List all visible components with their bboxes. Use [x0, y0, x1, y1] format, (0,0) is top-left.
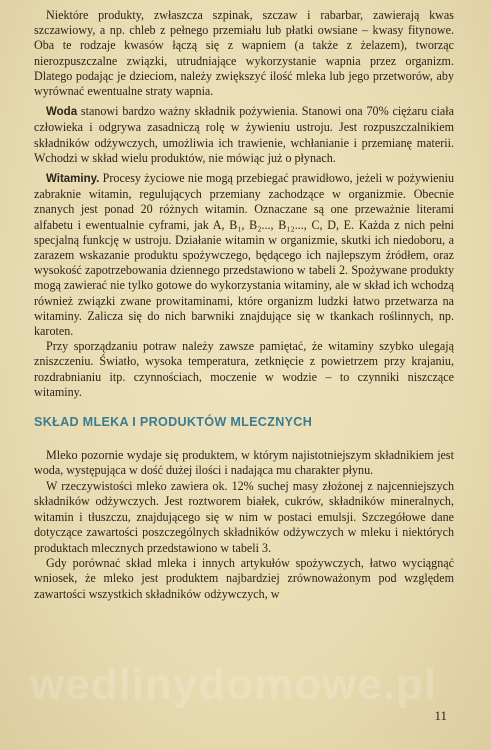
paragraph-vitamins-body: Procesy życiowe nie mogą przebiegać prawidłowo, jeżeli w pożywieniu zabraknie witamin, regulujących przemiany zachodzące w organizmie. Obecnie znanych jest ponad 20 różnych witamin. Oznaczane są one przeważnie literami alfabetu i ewentualnie cyframi, jak A, B₁, B₂..., B₁₂..., C, D, E. Każda z nich pełni specjalną funkcję w ustroju. Działanie witamin w organizmie, skutki ich niedoboru, a zarazem wskazanie produktu spożywczego, będącego ich najlepszym źródłem, oraz wysokość zapotrzebowania dziennego przedstawiono w tabeli 2. Spożywane produkty mogą zawierać nie tylko gotowe do wykorzystania witaminy, ale w skład ich wchodzą również związki zwane prowitaminami, które organizm ludzki łatwo przetwarza na witaminy. Zalicza się do nich barwniki znajdujące się w tkankach roślinnych, np. karoten.	[34, 171, 454, 339]
paragraph-water	[34, 104, 454, 166]
lead-vitamins: Witaminy.	[46, 173, 100, 186]
paragraph-oxalic-acid: Niektóre produkty, zwłaszcza szpinak, szczaw i rabarbar, zawierają kwas szczawiowy, a np. chleb z pełnego przemiału lub płatki owsiane – kwasy fitynowe. Oba te rodzaje kwasów łączą się z wapniem (a także z żelazem), tworząc nierozpuszczalne związki, utrudniające wykorzystanie wapnia przez organizm. Dlatego podając je dzieciom, należy zwiększyć ilość mleka lub jego przetworów, aby wyrównać ewentualne straty wapnia.	[34, 8, 454, 99]
paragraph-vitamin-care: Przy sporządzaniu potraw należy zawsze pamiętać, że witaminy szybko ulegają zniszczeniu. Światło, wysoka temperatura, zetknięcie z powietrzem przy krajaniu, rozdrabnianiu itp. czynnościach, moczenie w wodzie – to czynniki niszczące witaminy.	[34, 339, 454, 399]
lead-water: Woda	[46, 106, 78, 119]
paragraph-vitamins	[34, 171, 454, 339]
paragraph-water-body: stanowi bardzo ważny składnik pożywienia. Stanowi ona 70% ciężaru ciała człowieka i odgrywa zasadniczą rolę w żywieniu ustroju. Jest rozpuszczalnikiem składników odżywczych, umożliwia ich trawienie, wchłanianie i przemianę materii. Wchodzi w skład wielu produktów, nie mówiąc już o płynach.	[34, 104, 454, 165]
watermark: wedlinydomowe.pl	[30, 660, 438, 709]
milk-section	[34, 448, 454, 602]
text-column	[34, 8, 454, 607]
paragraph-milk-intro: Mleko pozornie wydaje się produktem, w którym najistotniejszym składnikiem jest woda, występująca w dość dużej ilości i nadająca mu charakter płynu.	[34, 448, 454, 478]
page-number: 11	[434, 708, 447, 723]
paragraph-milk-comparison: Gdy porównać skład mleka i innych artykułów spożywczych, łatwo wyciągnąć wniosek, że mleko jest produktem najbardziej zrównoważonym pod względem zawartości wszystkich składników odżywczych, w	[34, 555, 454, 601]
paragraph-milk-composition: W rzeczywistości mleko zawiera ok. 12% suchej masy złożonej z najcenniejszych składników odżywczych. Jest roztworem białek, cukrów, składników mineralnych, witamin i tłuszczu, znajdującego się w nim w postaci emulsji. Szczegółowe dane dotyczące zawartości poszczególnych składników odżywczych w mleku i niektórych produktach mlecznych przedstawiono w tabeli 3.	[34, 478, 454, 555]
section-heading: SKŁAD MLEKA I PRODUKTÓW MLECZNYCH	[34, 415, 313, 430]
